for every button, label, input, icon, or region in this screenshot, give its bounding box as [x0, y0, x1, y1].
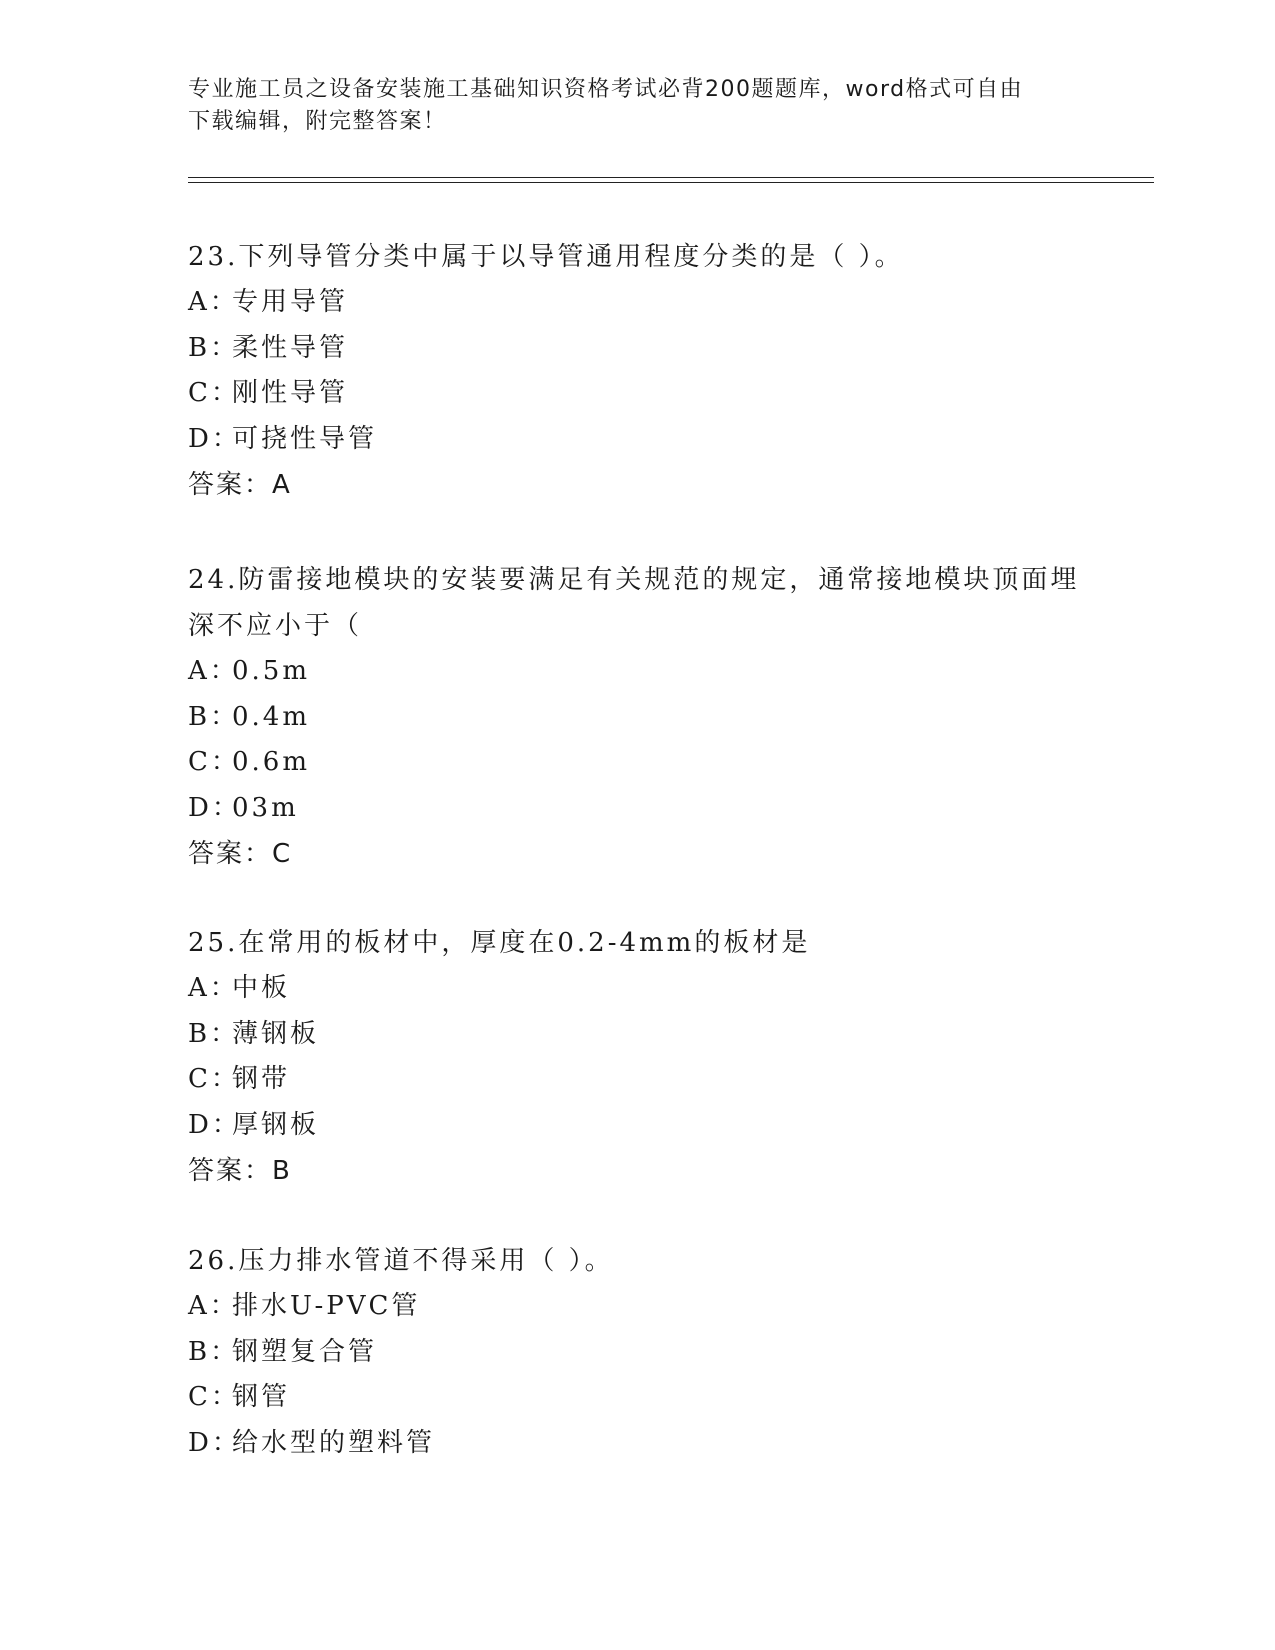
answer-value: A: [272, 470, 292, 500]
option-a: A： 中板: [188, 973, 291, 1003]
answer-label: 答案：: [188, 1156, 273, 1186]
option-b: B： 薄钢板: [188, 1018, 320, 1049]
option-d: D： 可挠性导管: [188, 423, 378, 454]
answer-line: [188, 831, 1088, 877]
document-header: [188, 74, 1088, 138]
option-b: B： 柔性导管: [188, 332, 349, 363]
option-d: D： 03m: [188, 792, 299, 823]
question-stem-line-1: 24.防雷接地模块的安装要满足有关规范的规定，通常接地模块顶面埋: [188, 565, 1080, 595]
option-c: C： 刚性导管: [188, 378, 349, 408]
question-stem: 26.压力排水管道不得采用（ ）。: [188, 1246, 614, 1276]
question-stem-line-2: 深不应小于（: [188, 611, 363, 641]
option-b: B： 0.4m: [188, 701, 311, 732]
question-stem: 25.在常用的板材中，厚度在0.2-4mm的板材是: [188, 928, 811, 958]
header-divider-bottom: [188, 182, 1154, 183]
answer-value: B: [272, 1156, 292, 1186]
answer-label: 答案：: [188, 470, 273, 500]
option-b: B： 钢塑复合管: [188, 1336, 378, 1367]
question-23: [188, 234, 1088, 508]
option-a: A： 排水U-PVC管: [188, 1291, 421, 1321]
option-c: C： 0.6m: [188, 747, 311, 777]
option-a: A： 专用导管: [188, 287, 349, 317]
option-c: C： 钢管: [188, 1382, 291, 1412]
option-d: D： 厚钢板: [188, 1109, 320, 1140]
answer-line: [188, 462, 1088, 508]
answer-line: [188, 1148, 1088, 1194]
option-d: D： 给水型的塑料管: [188, 1427, 436, 1458]
header-divider-top: [188, 177, 1154, 178]
option-a: A： 0.5m: [188, 656, 311, 686]
answer-label: 答案：: [188, 839, 273, 869]
question-stem: 23.下列导管分类中属于以导管通用程度分类的是（ ）。: [188, 242, 904, 272]
question-25: [188, 920, 1088, 1194]
question-24: [188, 557, 1088, 877]
answer-value: C: [272, 839, 293, 869]
header-line-1: 专业施工员之设备安装施工基础知识资格考试必背200题题库，word格式可自由: [188, 77, 1024, 102]
option-c: C： 钢带: [188, 1064, 291, 1094]
question-26: [188, 1238, 1088, 1466]
header-line-2: 下载编辑，附完整答案！: [188, 109, 447, 134]
